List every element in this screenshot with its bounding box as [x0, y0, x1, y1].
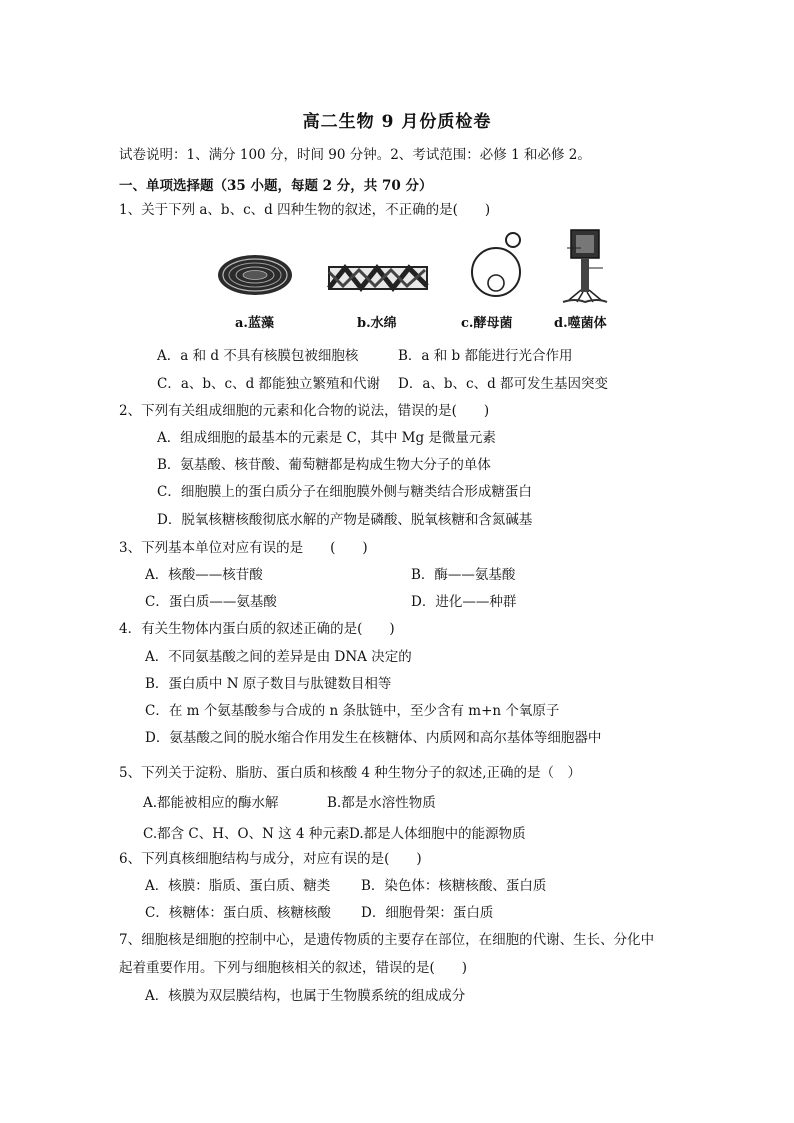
q5-option-c: C.都含 C、H、O、N 这 4 种元素 — [143, 826, 350, 842]
q2-stem: 2、下列有关组成细胞的元素和化合物的说法，错误的是( ) — [119, 403, 490, 419]
caption-yeast: c.酵母菌 — [461, 316, 513, 331]
q6-stem: 6、下列真核细胞结构与成分，对应有误的是( ) — [119, 851, 422, 867]
q4-option-d: D．氨基酸之间的脱水缩合作用发生在核糖体、内质网和高尔基体等细胞器中 — [145, 730, 602, 746]
q2-option-c: C．细胞膜上的蛋白质分子在细胞膜外侧与糖类结合形成糖蛋白 — [157, 484, 532, 500]
exam-instructions: 试卷说明：1、满分 100 分，时间 90 分钟。2、考试范围：必修 1 和必修 2。 — [119, 147, 591, 163]
q4-option-c: C．在 m 个氨基酸参与合成的 n 条肽链中，至少含有 m+n 个氧原子 — [145, 703, 560, 719]
q2-option-d: D．脱氧核糖核酸彻底水解的产物是磷酸、脱氧核糖和含氮碱基 — [157, 512, 533, 528]
q7-stem-line2: 起着重要作用。下列与细胞核相关的叙述，错误的是( ) — [119, 960, 468, 976]
q1-option-d: D．a、b、c、d 都可发生基因突变 — [398, 376, 609, 392]
q6-option-a: A．核膜：脂质、蛋白质、糖类 — [145, 878, 331, 894]
caption-bacteriophage: d.噬菌体 — [554, 316, 607, 331]
q1-stem: 1、关于下列 a、b、c、d 四种生物的叙述，不正确的是( ) — [119, 202, 491, 218]
section-heading: 一、单项选择题（35 小题，每题 2 分，共 70 分） — [119, 178, 433, 194]
q3-option-b: B．酶——氨基酸 — [411, 567, 516, 583]
q4-option-b: B．蛋白质中 N 原子数目与肽键数目相等 — [145, 676, 392, 692]
q5-option-a: A.都能被相应的酶水解 — [143, 795, 279, 811]
q5-option-d: D.都是人体细胞中的能源物质 — [349, 826, 526, 842]
q2-option-a: A．组成细胞的最基本的元素是 C，其中 Mg 是微量元素 — [157, 430, 496, 446]
q2-option-b: B．氨基酸、核苷酸、葡萄糖都是构成生物大分子的单体 — [157, 457, 491, 473]
q1-option-c: C．a、b、c、d 都能独立繁殖和代谢 — [157, 376, 381, 392]
q5-stem: 5、下列关于淀粉、脂肪、蛋白质和核酸 4 种生物分子的叙述,正确的是（ ） — [119, 765, 582, 781]
cyanobacteria-illustration — [218, 255, 292, 295]
caption-spirogyra: b.水绵 — [357, 316, 397, 331]
q1-option-b: B．a 和 b 都能进行光合作用 — [398, 348, 573, 364]
q3-option-d: D．进化——种群 — [411, 594, 517, 610]
spirogyra-illustration — [329, 267, 427, 289]
q4-stem: 4．有关生物体内蛋白质的叙述正确的是( ) — [119, 621, 395, 637]
bacteriophage-illustration — [563, 230, 607, 302]
q6-option-c: C．核糖体：蛋白质、核糖核酸 — [145, 905, 331, 921]
q7-stem-line1: 7、细胞核是细胞的控制中心，是遗传物质的主要存在部位，在细胞的代谢、生长、分化中 — [119, 932, 655, 948]
q5-option-b: B.都是水溶性物质 — [327, 795, 436, 811]
q3-stem: 3、下列基本单位对应有误的是 ( ) — [119, 540, 368, 556]
q6-option-d: D．细胞骨架：蛋白质 — [361, 905, 494, 921]
caption-cyanobacteria: a.蓝藻 — [235, 316, 274, 331]
q1-figure — [215, 228, 625, 336]
page-title: 高二生物 9 月份质检卷 — [302, 112, 492, 132]
q3-option-a: A．核酸——核苷酸 — [145, 567, 263, 583]
q3-option-c: C．蛋白质——氨基酸 — [145, 594, 277, 610]
q4-option-a: A．不同氨基酸之间的差异是由 DNA 决定的 — [145, 649, 412, 665]
q7-option-a: A．核膜为双层膜结构，也属于生物膜系统的组成成分 — [145, 988, 466, 1004]
q1-option-a: A．a 和 d 不具有核膜包被细胞核 — [157, 348, 359, 364]
yeast-illustration — [472, 233, 520, 296]
q6-option-b: B．染色体：核糖核酸、蛋白质 — [361, 878, 547, 894]
